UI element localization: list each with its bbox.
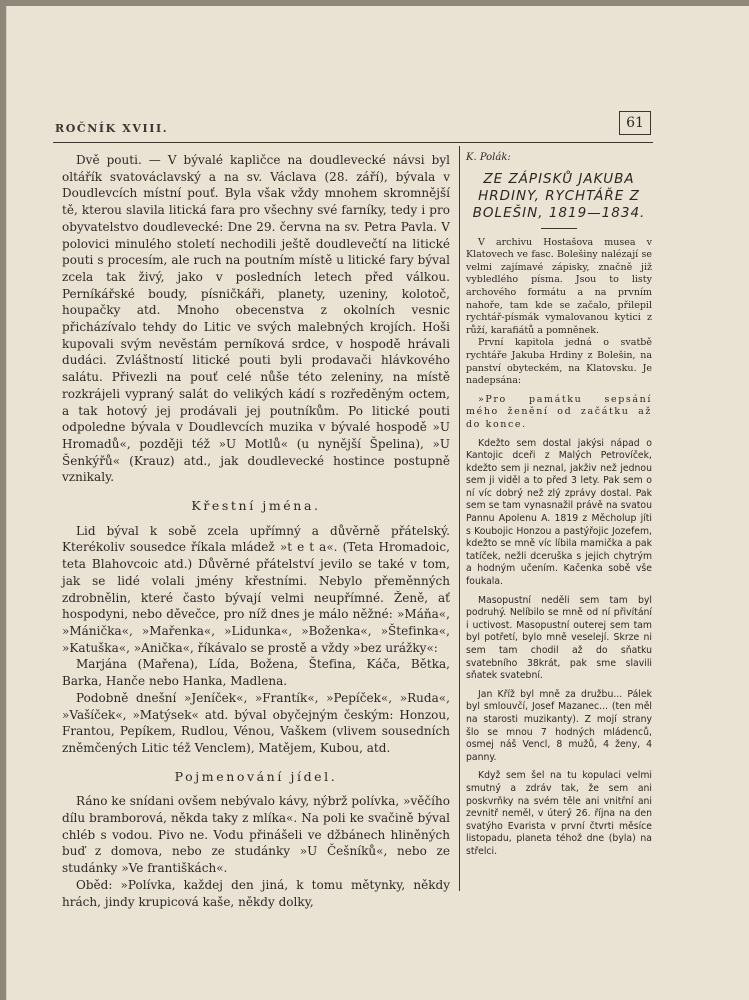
article-paragraph-6: Když sem šel na tu kopulaci velmi smutný a zdráv tak, že sem ani poskvrňky na svém těle ani vnitřní ani zevnitř neměl, v úterý 26. října na den svatýho Evarista v první čtvrti měsíce listopadu, planeta téhož dne (byla) na střelci. — [466, 770, 652, 857]
paragraph-dve-pouti: Dvě pouti. — V bývalé kapličce na doudlevecké návsi byl oltářík svatováclavský a na sv. Václava (28. září), bývala v Doudlevcích místní pouť. Byla však vždy mnohem skromnější tě, kterou slavila litická fara pro všechny své farníky, tedy i pro obyvatelstvo doudlevecké: Dne 29. června na sv. Petra Pavla. V polovici minulého století nechodili ještě doudlevečtí na litické pouti s procesím, ale ruch na poutním místě u litické fary býval zcela tak živý, jako v posledních letech před válkou. Perníkářské boudy, písničkáři, planety, uzeniny, kolotoč, houpačky atd. Mnoho obecenstva z okolních vesnic přicházívalo tehdy do Litic ve svých malebných krojích. Hoši kupovali svým nevěstám perníková srdce, v hospodě hrávali dudáci. Zvláštností litické pouti byli prodavači hlávkového salátu. Přivezli na pouť celé nůše této zeleniny, na místě rozkrájeli vypraný salát do velikých kádí s rozředěným octem, a tak hotový jej prodávali jej poutníkům. Po litické pouti odpoledne bývala v Doudlevcích muzika v bývalé hospodě »U Hromadů«, později též »U Motlů« (u nynější Špelina), »U Šenkýřů« (Krauz) atd., jak doudlevecké hostince postupně vznikaly. — [62, 153, 450, 485]
article-paragraph-5: Jan Kříž byl mně za družbu... Pálek byl smlouvčí, Josef Mazanec... (ten měl na starosti muzikanty). Z mojí strany šlo se mnou 7 hodných mládenců, osmej náš Vencl, 8 mužů, 4 ženy, 4 panny. — [466, 688, 652, 763]
title-rule — [541, 228, 577, 229]
heading-krestni-jmena: Křestní jména. — [191, 498, 321, 514]
article-paragraph-3: Kdežto sem dostal jakýsi nápad o Kantojic dceři z Malých Petrovíček, kdežto sem ji neznal, jakživ než jednou sem ji viděl a to před 3 lety. Pak sem o ní víc dobrý než zlý zprávy dostal. Pak sem se tam vynasnažil právě na svatou Pannu Apolenu A. 1819 z Měcholup jíti s Koubojic Honzou a pastýřojic Jozefem, kdežto se mně víc líbila mamička a pak tatíček, nežli dceruška s jejich chytrým a hodným učením. Kačenka sobě vše foukala. — [466, 437, 652, 588]
running-head: ROČNÍK XVIII. — [55, 122, 169, 135]
article-paragraph-4: Masopustní neděli sem tam byl podruhý. Nelíbilo se mně od ní přivítání i uctivost. Masopustní outerej sem tam byl potřetí, bylo mně veselejí. Skrze ni sem tam chodil až do sňatku svatebního 38krát, pak sme slavili sňatek svatební. — [466, 594, 652, 682]
column-divider — [459, 146, 460, 891]
article-quote-title: »Pro památku sepsání mého ženění od začátku až do konce. — [466, 393, 652, 430]
right-column — [466, 152, 652, 897]
article-paragraph-2: První kapitola jedná o svatbě rychtáře Jakuba Hrdiny z Bolešin, na panství obyteckém, na Klatovsku. Je nadepsána: — [466, 337, 652, 387]
article-title: ZE ZÁPISKŮ JAKUBA HRDINY, RYCHTÁŘE Z BOLEŠIN, 1819—1834. — [472, 170, 646, 221]
left-column — [62, 152, 450, 909]
paragraph-jidla-1: Ráno ke snídani ovšem nebývalo kávy, nýbrž polívka, »věčího dílu bramborová, někda taky z mlíka«. Na poli ke svačině býval chléb s vodou. Pivo ne. Vodu přinášeli ve džbánech hliněných buď z domova, nebo ze studánky »U Češníků«, nebo ze studánky »Ve františkách«. — [62, 794, 450, 876]
paragraph-krestni-1: Lid býval k sobě zcela upřímný a důvěrně přátelský. Kterékoliv sousedce říkala mládež »t e t a«. (Teta Hromadoic, teta Blahovcoic atd.) Důvěrné přátelství jevilo se také v tom, jak se lidé volali jmény křestními. Nebylo přeměnných zdrobnělin, které často bývají velmi neupřímné. Ženě, ať hospodyni, nebo děvečce, pro níž dnes je málo něžné: »Máňa«, »Mánička«, »Mařenka«, »Lidunka«, »Boženka«, »Štefinka«, »Katuška«, »Anička«, říkávalo se prostě a vždy »bez urážky«: — [62, 523, 450, 655]
article-author: K. Polák: — [466, 152, 511, 163]
page-number: 61 — [619, 111, 651, 135]
paragraph-jidla-2: Oběd: »Polívka, každej den jiná, k tomu mětynky, někdy hrách, jindy krupicová kaše, někdy dolky, — [62, 877, 450, 909]
book-page — [6, 6, 749, 1000]
heading-pojmenovani-jidel: Pojmenování jídel. — [174, 768, 338, 784]
article-paragraph-1: V archivu Hostašova musea v Klatovech ve fasc. Bolešiny nalézají se velmi zajímavé zápisky, značně již vybledlého písma. Jsou to listy archového formátu a na prvním nahoře, tam kde se začalo, přilepil rychtář-písmák vymalovanou kytici z růží, karafiátů a pomněnek. — [466, 236, 652, 336]
paragraph-krestni-2: Marjána (Mařena), Lída, Božena, Štefina, Káča, Bětka, Barka, Hanče nebo Hanka, Madlena. — [62, 657, 450, 689]
header-rule — [53, 142, 653, 143]
paragraph-krestni-3: Podobně dnešní »Jeníček«, »Frantík«, »Pepíček«, »Ruda«, »Vašíček«, »Matýsek« atd. býval obyčejným českým: Honzou, Frantou, Pepíkem, Rudlou, Vénou, Vaškem (vlivem sousedních zněmčených Litic též Venclem), Matějem, Kubou, atd. — [62, 690, 450, 755]
